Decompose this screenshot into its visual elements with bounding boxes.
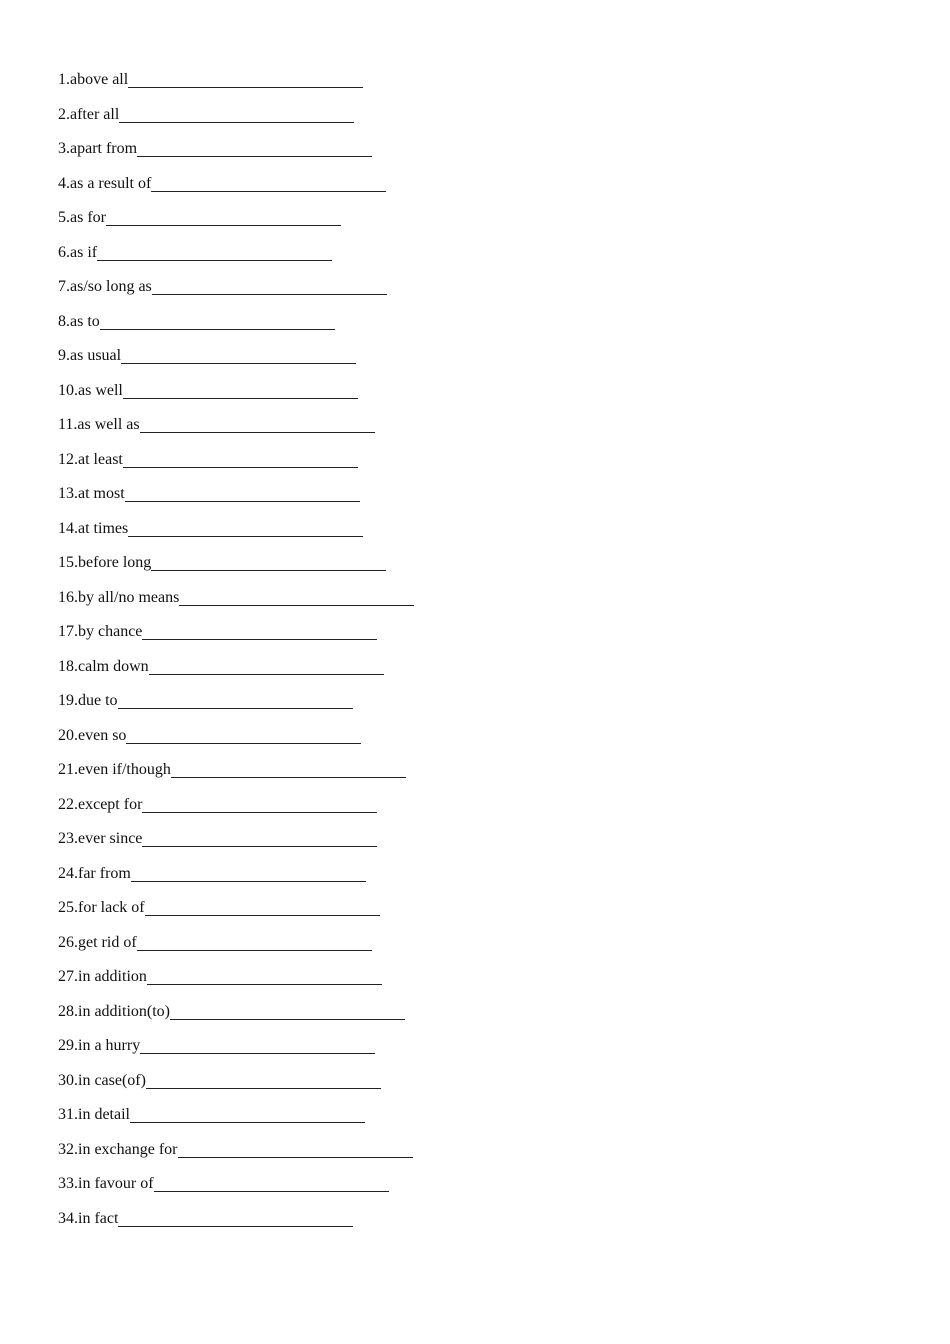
list-item — [58, 657, 918, 692]
answer-blank[interactable] — [152, 277, 387, 295]
item-number: 17. — [58, 623, 78, 640]
answer-blank[interactable] — [149, 657, 384, 675]
list-item — [58, 829, 918, 864]
list-item — [58, 933, 918, 968]
item-phrase: at most — [78, 485, 125, 502]
item-number: 22. — [58, 795, 78, 813]
item-phrase: ever since — [78, 830, 143, 847]
list-item — [58, 967, 918, 1002]
list-item — [58, 1140, 918, 1175]
item-number: 26. — [58, 933, 78, 951]
item-number: 10. — [58, 381, 78, 399]
list-item — [58, 277, 918, 312]
list-item — [58, 1174, 918, 1209]
answer-blank[interactable] — [106, 208, 341, 226]
item-number: 14. — [58, 519, 78, 537]
list-item — [58, 174, 918, 209]
item-phrase: in case(of) — [78, 1071, 146, 1089]
list-item — [58, 105, 918, 140]
item-phrase: as for — [70, 209, 106, 226]
item-phrase: as well — [78, 381, 123, 399]
answer-blank[interactable] — [170, 1002, 405, 1020]
answer-blank[interactable] — [140, 1036, 375, 1054]
list-item — [58, 381, 918, 416]
item-number: 30. — [58, 1071, 78, 1089]
item-phrase: apart from — [70, 140, 138, 157]
item-phrase: as to — [70, 312, 100, 330]
answer-blank[interactable] — [123, 450, 358, 468]
item-number: 27. — [58, 968, 78, 985]
answer-blank[interactable] — [179, 588, 414, 606]
answer-blank[interactable] — [118, 691, 353, 709]
answer-blank[interactable] — [137, 933, 372, 951]
answer-blank[interactable] — [146, 1071, 381, 1089]
item-phrase: as a result of — [70, 174, 152, 192]
answer-blank[interactable] — [119, 105, 354, 123]
list-item — [58, 622, 918, 657]
list-item — [58, 346, 918, 381]
list-item — [58, 1002, 918, 1037]
answer-blank[interactable] — [145, 898, 380, 916]
answer-blank[interactable] — [147, 967, 382, 985]
item-phrase: before long — [78, 554, 152, 571]
answer-blank[interactable] — [128, 70, 363, 88]
list-item — [58, 1105, 918, 1140]
item-number: 4. — [58, 174, 70, 192]
answer-blank[interactable] — [130, 1105, 365, 1123]
list-item — [58, 415, 918, 450]
answer-blank[interactable] — [131, 864, 366, 882]
answer-blank[interactable] — [142, 622, 377, 640]
item-phrase: except for — [78, 795, 143, 813]
answer-blank[interactable] — [125, 484, 360, 502]
item-phrase: above all — [70, 71, 129, 88]
answer-blank[interactable] — [118, 1209, 353, 1227]
list-item — [58, 450, 918, 485]
list-item — [58, 553, 918, 588]
answer-blank[interactable] — [178, 1140, 413, 1158]
item-phrase: after all — [70, 105, 120, 123]
item-number: 21. — [58, 761, 78, 778]
list-item — [58, 1209, 918, 1244]
item-phrase: in exchange for — [78, 1140, 178, 1158]
answer-blank[interactable] — [123, 381, 358, 399]
answer-blank[interactable] — [121, 346, 356, 364]
item-number: 11. — [58, 416, 78, 433]
item-number: 2. — [58, 105, 70, 123]
item-number: 32. — [58, 1140, 78, 1158]
list-item — [58, 1036, 918, 1071]
list-item — [58, 691, 918, 726]
list-item — [58, 1071, 918, 1106]
list-item — [58, 864, 918, 899]
item-phrase: in detail — [78, 1106, 130, 1123]
answer-blank[interactable] — [142, 795, 377, 813]
item-phrase: in fact — [78, 1209, 119, 1227]
answer-blank[interactable] — [171, 760, 406, 778]
answer-blank[interactable] — [128, 519, 363, 537]
item-phrase: even if/though — [78, 761, 171, 778]
item-phrase: at least — [78, 450, 123, 468]
list-item — [58, 519, 918, 554]
item-phrase: in favour of — [78, 1175, 154, 1192]
item-phrase: as usual — [70, 347, 122, 364]
item-number: 18. — [58, 657, 78, 675]
answer-blank[interactable] — [151, 553, 386, 571]
item-phrase: in addition(to) — [78, 1002, 170, 1020]
item-number: 24. — [58, 864, 78, 882]
item-number: 20. — [58, 726, 78, 744]
list-item — [58, 588, 918, 623]
item-number: 12. — [58, 450, 78, 468]
answer-blank[interactable] — [97, 243, 332, 261]
item-number: 23. — [58, 830, 78, 847]
answer-blank[interactable] — [126, 726, 361, 744]
item-phrase: by all/no means — [78, 588, 180, 606]
item-phrase: as if — [70, 243, 98, 261]
item-phrase: calm down — [78, 657, 149, 675]
list-item — [58, 312, 918, 347]
item-number: 28. — [58, 1002, 78, 1020]
item-phrase: by chance — [78, 623, 143, 640]
item-phrase: get rid of — [78, 933, 137, 951]
item-number: 8. — [58, 312, 70, 330]
item-number: 6. — [58, 243, 70, 261]
list-item — [58, 139, 918, 174]
item-phrase: due to — [78, 692, 118, 709]
item-phrase: in a hurry — [78, 1037, 141, 1054]
item-number: 19. — [58, 692, 78, 709]
list-item — [58, 898, 918, 933]
list-item — [58, 243, 918, 278]
list-item — [58, 484, 918, 519]
item-number: 29. — [58, 1037, 78, 1054]
list-item — [58, 208, 918, 243]
answer-blank[interactable] — [154, 1174, 389, 1192]
list-item — [58, 760, 918, 795]
item-phrase: even so — [78, 726, 127, 744]
list-item — [58, 726, 918, 761]
answer-blank[interactable] — [151, 174, 386, 192]
list-item — [58, 795, 918, 830]
item-phrase: far from — [78, 864, 131, 882]
item-number: 16. — [58, 588, 78, 606]
item-phrase: at times — [78, 519, 129, 537]
item-phrase: in addition — [78, 968, 147, 985]
answer-blank[interactable] — [100, 312, 335, 330]
phrase-list — [58, 70, 918, 1243]
item-number: 13. — [58, 485, 78, 502]
item-number: 25. — [58, 899, 78, 916]
item-phrase: for lack of — [78, 899, 145, 916]
item-number: 3. — [58, 140, 70, 157]
answer-blank[interactable] — [140, 415, 375, 433]
answer-blank[interactable] — [142, 829, 377, 847]
item-number: 31. — [58, 1106, 78, 1123]
item-phrase: as well as — [77, 416, 140, 433]
item-number: 33. — [58, 1175, 78, 1192]
list-item — [58, 70, 918, 105]
item-number: 9. — [58, 347, 70, 364]
item-number: 34. — [58, 1209, 78, 1227]
answer-blank[interactable] — [137, 139, 372, 157]
item-number: 15. — [58, 554, 78, 571]
item-phrase: as/so long as — [70, 278, 152, 295]
item-number: 7. — [58, 278, 70, 295]
item-number: 1. — [58, 71, 70, 88]
item-number: 5. — [58, 209, 70, 226]
